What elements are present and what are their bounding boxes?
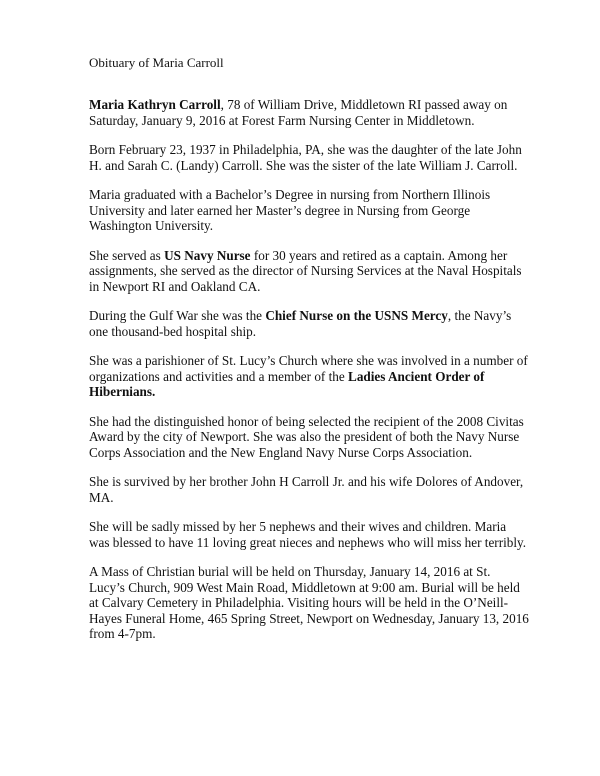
paragraph-navy-service <box>89 248 529 295</box>
gulf-war-pre: During the Gulf War she was the <box>89 308 266 323</box>
death-notice-text: , 78 of William Drive, Middletown RI passed away on Saturday, January 9, 2016 at Forest Farm Nursing Center in Middletown. <box>89 97 508 128</box>
parish-pre: She was a parishioner of St. Lucy’s Church where she was involved in a number of organizations and activities and a member of the <box>89 353 528 384</box>
paragraph-birth: Born February 23, 1937 in Philadelphia, PA, she was the daughter of the late John H. and Sarah C. (Landy) Carroll. She was the sister of the late William J. Carroll. <box>89 142 522 173</box>
paragraph-honors: She had the distinguished honor of being selected the recipient of the 2008 Civitas Award by the city of Newport. She was also the president of both the Navy Nurse Corps Association and the New England Navy Nurse Corps Association. <box>89 413 524 460</box>
chief-nurse-title: Chief Nurse on the USNS Mercy <box>265 308 448 323</box>
obituary-body <box>89 97 529 656</box>
navy-nurse-title: US Navy Nurse <box>164 247 251 263</box>
hibernians-name: Ladies Ancient Order of Hibernians. <box>89 368 485 399</box>
gulf-war-post: , the Navy’s one thousand-bed hospital ship. <box>89 308 512 339</box>
document-title: Obituary of Maria Carroll <box>89 55 224 70</box>
paragraph-survivors: She is survived by her brother John H Carroll Jr. and his wife Dolores of Andover, MA. <box>89 474 524 505</box>
paragraph-education: Maria graduated with a Bachelor’s Degree in nursing from Northern Illinois University and later earned her Master’s degree in Nursing from George Washington University. <box>89 187 491 233</box>
paragraph-gulf-war <box>89 308 529 339</box>
paragraph-parish <box>89 353 529 400</box>
deceased-name: Maria Kathryn Carroll <box>89 97 221 112</box>
paragraph-services: A Mass of Christian burial will be held on Thursday, January 14, 2016 at St. Lucy’s Church, 909 West Main Road, Middletown at 9:00 am. Burial will be held at Calvary Cemetery in Philadelphia. Visiting hours will be held in the O’Neill-Hayes Funeral Home, 465 Spring Street, Newport on Wednesday, January 13, 2016 from 4-7pm. <box>89 564 529 641</box>
navy-service-post: for 30 years and retired as a captain. Among her assignments, she served as the director of Nursing Services at the Naval Hospitals in Newport RI and Oakland CA. <box>89 247 522 294</box>
navy-service-pre: She served as <box>89 247 165 263</box>
paragraph-death-notice <box>89 97 529 128</box>
paragraph-family: She will be sadly missed by her 5 nephews and their wives and children. Maria was blessed to have 11 loving great nieces and nephews who will miss her terribly. <box>89 519 527 550</box>
